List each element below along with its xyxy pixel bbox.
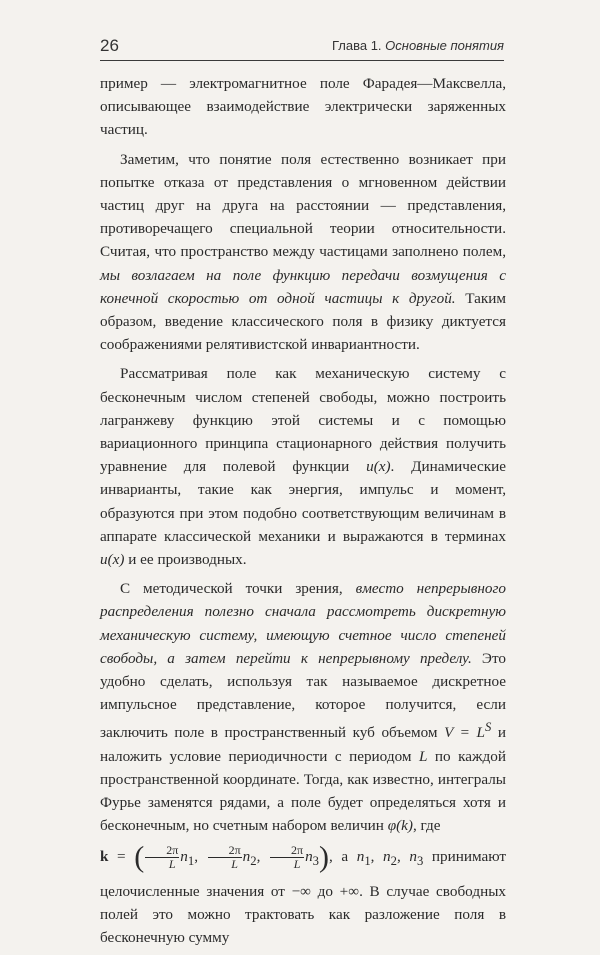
n-list-3-subscript: 3 (416, 853, 424, 868)
math-u-of-x-1: u(x) (366, 458, 391, 476)
paragraph-3-text-a: Рассматривая поле как механическую систему с бесконечным числом степеней свободы, можно построить лагранжеву функцию этой системы и с помощью вариационного принципа стационарного действия получить уравнение для полевой функции (100, 365, 506, 476)
n-list-3: n (409, 847, 417, 865)
paragraph-1: пример — электромагнитное поле Фарадея—Максвелла, описывающее взаимодействие электрически заряженных частиц. (100, 75, 506, 139)
paragraph-4-emphasis: вместо непрерывного распределения полезно сначала рассмотреть дискретную механическую систему, имеющую счетное число степеней свободы, а затем перейти к непрерывному пределу. (100, 580, 507, 667)
page-body (100, 72, 506, 955)
paragraph-2 (100, 148, 506, 357)
math-equals: = (108, 847, 135, 865)
fraction-1 (145, 844, 179, 871)
n-list-1: n (356, 847, 365, 865)
math-period-L: L (418, 747, 428, 765)
fraction-2 (208, 844, 242, 871)
n-2: n (242, 847, 251, 865)
right-paren-glyph: ) (318, 840, 329, 874)
math-volume: V = L (444, 724, 485, 742)
paragraph-4: С методической точки зрения, вместо непрерывного распределения полезно сначала рассмотреть дискретную механическую систему, имеющую счетное число степеней свободы, а затем перейти к непрерывному пределу. Это удобно сделать, используя так называемое дискретное импульсное представление, которое получится, если заключить поле в пространственный куб объемом $V = L^S$ и наложить условие периодичности с периодом L по каждой пространственной координате. Тогда, как известно, интегралы Фурье заменятся рядами, а поле будет определяться хотя и бесконечным, но счетным набором величин φ(k), где k = ( $\frac{2\pi}{L}$ $n_1$, $\frac{2\pi}{L}$ $n_2$, $\frac{2\pi}{L}$ $n_3$), а $n_1$, $n_2$, $n_3$ принимают целочисленные значения от −∞ до +∞. В случае свободных полей это можно трактовать как разложение поля в бесконечную сумму (100, 580, 507, 946)
paragraph-3-text-c: и ее производных. (124, 551, 247, 569)
math-volume-exponent: S (484, 720, 492, 735)
n-1-subscript: 1 (187, 853, 195, 868)
fraction-3 (270, 844, 304, 871)
paragraph-2-text-a: Заметим, что понятие поля естественно возникает при попытке отказа от представления о мгновенном действии частиц друг на друга на расстоянии — представления, противоречащего специальной теории относительности. Считая, что пространство между частицами заполнено полем, (100, 150, 506, 261)
fraction-2-denominator: L (231, 856, 238, 871)
n-list-1-subscript: 1 (364, 853, 371, 868)
running-header (100, 34, 504, 61)
page-number: 26 (100, 36, 119, 55)
n-3-subscript: 3 (312, 853, 319, 868)
paragraph-4-text-e: , где (412, 817, 441, 835)
math-vector-k: k (100, 847, 109, 865)
paragraph-2-emphasis: мы возлагаем на поле функцию передачи возмущения с конечной скоростью от одной частицы к другой. (100, 266, 506, 307)
paragraph-4-text-f: , а (328, 847, 357, 865)
fraction-2-numerator: 2π (208, 844, 242, 858)
paragraph-4-text-a: С методической точки зрения, (120, 580, 356, 598)
n-3: n (305, 847, 313, 865)
chapter-title: Основные понятия (385, 38, 504, 53)
n-2-subscript: 2 (250, 853, 257, 868)
paragraph-3-text-b: . Динамические инварианты, такие как энергия, импульс и момент, образуются при этом подобно соответствующим величинам в аппарате классической механики и выражаются в терминах (100, 458, 506, 545)
paragraph-4-text-d: по каждой пространственной координате. Тогда, как известно, интегралы Фурье заменятся рядами, а поле будет определяться хотя и бесконечным, но счетным набором величин (100, 747, 506, 835)
wave-vector-formula: k = ( $\frac{2\pi}{L}$ $n_1$, $\frac{2\pi}{L}$ $n_2$, $\frac{2\pi}{L}$ $n_3$) (100, 840, 329, 874)
fraction-3-denominator: L (293, 856, 301, 871)
left-paren-glyph: ( (134, 840, 145, 874)
paragraph-4-text-b: Это удобно сделать, используя так называемое дискретное импульсное представление, которое получится, если заключить поле в пространственный куб объемом (100, 649, 506, 742)
fraction-1-denominator: L (168, 856, 176, 871)
paragraph-2-text-b: Таким образом, введение классического поля в физику диктуется соображениями релятивистской инвариантности. (100, 289, 506, 354)
chapter-label: Глава 1. (331, 38, 382, 53)
n-list-2: n (383, 847, 391, 865)
paragraph-3 (100, 362, 506, 571)
fraction-1-numerator: 2π (145, 844, 179, 858)
math-u-of-x-2: u(x) (100, 551, 125, 569)
fraction-3-numerator: 2π (270, 844, 304, 858)
paragraph-4-text-g: принимают целочисленные значения от −∞ до +∞. В случае свободных полей это можно трактовать как разложение поля в бесконечную сумму (100, 847, 507, 946)
chapter-heading (332, 38, 504, 53)
math-phi-k: φ(k) (387, 817, 413, 835)
n-1: n (180, 847, 188, 865)
n-list-2-subscript: 2 (390, 853, 397, 868)
paragraph-4-text-c: и наложить условие периодичности с периодом (100, 724, 506, 765)
